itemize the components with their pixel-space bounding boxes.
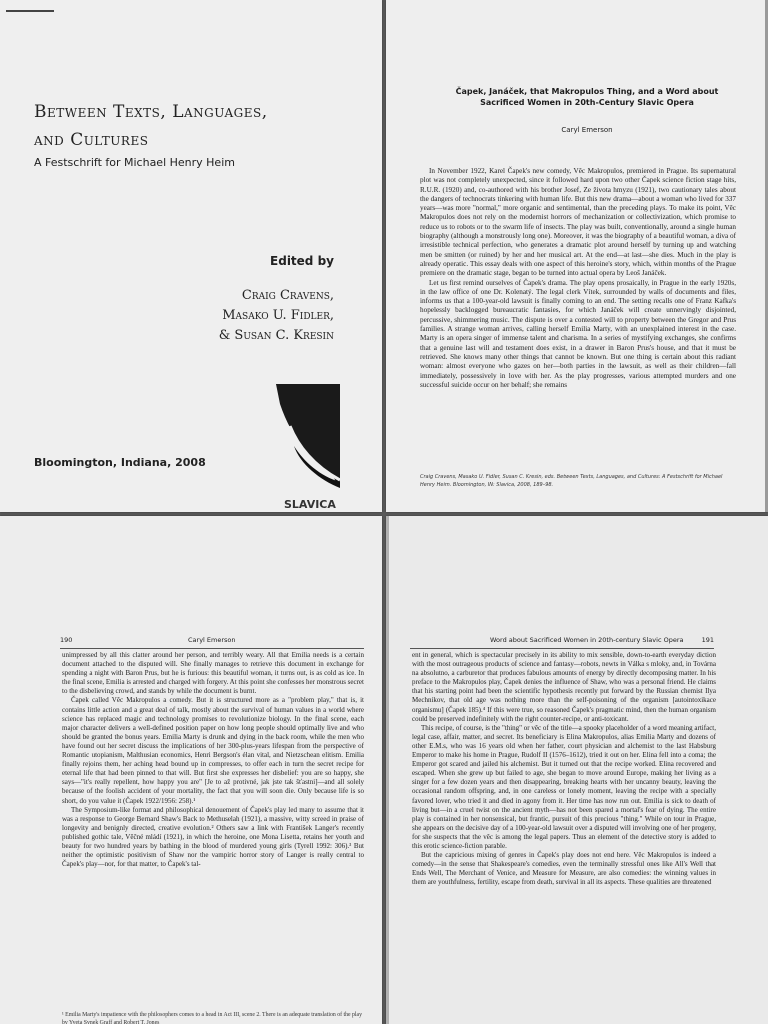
title-page [0,0,382,512]
paragraph: The Symposium-like format and philosophical denouement of Čapek's play led many to assume that it was a response to George Bernard Shaw's Back to Methuselah (1921), a massive, witty screed in praise of longevity and benignly directed, creative evolution.² Others saw a link with František Langer's recently published gothic tale, Věčné mládí (1921), in which the heroine, one Mona Lisetta, retains her youth and beauty for two hundred years by bathing in the blood of murdered young girls (Tyrell 1992: 306).³ But neither the optimistic positivism of Shaw nor the vampiric horror story of Langer is really central to Čapek's play—nor, for that matter, to Čapek's tal- [62,805,364,869]
page-190-body [62,651,364,869]
chapter-title-line2: Sacrificed Women in 20th-Century Slavic Opera [480,98,694,107]
paragraph: This recipe, of course, is the "thing" or věc of the title—a spooky placeholder of a word meaning artifact, legal case, affair, matter, and secret. Its beneficiary is Elina Makropulos, alias Emilia Marty and dozens of other E.M.s, who was 16 years old when her father, court physician and alchemist to the last Habsburg Emperor to make his home in Prague, Rudolf II (1576–1612), tried it out on her. Elina fell into a coma; the Emperor got scared and jailed his alchemist. But it turned out that the recipe worked. Elina recovered and escaped. When she grew up but failed to age, she began to move around Europe, making her living as a singer for a few dozen years and then disappearing, breaking hearts with her uncanny beauty, leaving the occasional random offspring, and, in one careless or lonely moment, leaving the recipe with a specially favored lover, who tried it and died in agony from it. Her time has now run out. Emilia is sick to death of living but—in a cruel twist on the ancient myth—has not been spared a mortal's fear of dying. The entire play is contained in her nonsensical, but frantic, pursuit of this precious "thing." While on tour in Prague, she appears on the decisive day of a 100-year-old lawsuit over a disputed will involving one of her progeny, for she suspects that the věc is among the legal papers. Thus an element of the detective story is added to this erotic science-fiction parable. [412,723,716,850]
editor-name: Craig Cravens, [241,288,334,303]
chapter-author: Caryl Emerson [561,126,613,134]
top-rule [6,10,54,12]
paragraph: In November 1922, Karel Čapek's new comedy, Věc Makropulos, premiered in Prague. Its supernatural plot was not completely unexpected, since it followed hard upon two other Čapek science fiction stage hits, R.U.R. (1920) and, co-authored with his brother Josef, Ze života hmyzu (1921), two cautionary tales about the dangers of technocrats tinkering with human life. But this new drama—about a woman who lived for 337 years—was more "normal," more organic and sentimental, than the preceding plays. To make its point, Věc Makropulos does not rely on the modernist horrors of mechanization or collectivization, which promise to reduce us to robots or to the swarm life of insects. The play was built, conventionally, around a single human biography (although a monstrously long one). Moreover, it was the biography of a beautiful woman, a diva of irresistible technical perfection, who generates a dramatic plot around herself by turning up and watching men be smitten (or ruined) by her and her musical art. At the end—at last—she dies. Much in the play is already operatic. This essay deals with one aspect of this heroine's story, which, within months of the Prague premiere on the dramatic stage, began to be turned into actual opera by Leoš Janáček. [420,167,736,278]
chapter-body [420,167,736,390]
page-number: 191 [701,636,714,644]
running-head [410,636,714,649]
chapter-opener-page [386,0,768,512]
chapter-title [442,86,732,108]
page-191-body [412,651,716,887]
footnote: ¹ Emilia Marty's impatience with the philosophers comes to a head in Act III, scene 2. There is an adequate translation of the play by Yveta Synek Graff and Robert T. Jones [62,1012,362,1024]
publication-place-date: Bloomington, Indiana, 2008 [34,456,206,469]
chapter-title-line1: Čapek, Janáček, that Makropulos Thing, and a Word about [455,87,719,96]
paragraph: Let us first remind ourselves of Čapek's drama. The play opens prosaically, in Prague in the early 1920s, in the law office of one Dr. Kolenatý. The legal clerk Vítek, surrounded by walls of documents and files, informs us that a 100-year-old lawsuit is finally coming to an end. The setting recalls one of Franz Kafka's hopelessly backlogged bureaucratic fantasies, for which Janáček will create unnervingly disjointed, percussive, shimmering music. The dispute is over a contested will to property between the Gregor and Prus families. A strange woman arrives, calling herself Emilia Marty, with an unexplained interest in the case. Marty is an opera singer of immense talent and charisma. In a series of mystifying exchanges, she confirms that a genuine last will and testament does exist, in a drawer in Baron Prus's house, and that it must be retrieved. She knows many other things that cannot be known. But one thing is certain about this radiant woman: almost everyone who gazes on her—both parties in the lawsuit, as well as their children—fall immediately, possessively in love with her. As the play progresses, various attempted murders and one successful suicide occur on her behalf; she remains [420,278,736,389]
editor-name: & Susan C. Kresin [218,328,334,343]
paragraph: But the capricious mixing of genres in Čapek's play does not end here. Věc Makropulos is indeed a comedy—in the sense that Shakespeare's comedies, even the terminally stressful ones like All's Well that Ends Well, The Merchant of Venice, and Measure for Measure, are also comedies: the winning values in them are youthfulness, fertility, escape from death, survival in all its aspects. These qualities are threatened [412,851,716,887]
book-subtitle: A Festschrift for Michael Henry Heim [34,156,235,169]
running-head-title: Word about Sacrificed Women in 20th-century Slavic Opera [490,636,684,644]
paragraph: Čapek called Věc Makropulos a comedy. But it is structured more as a "problem play," that is, it contains little action and a great deal of talk, mostly about the survival of human values in a world where science has replaced magic and technology promises to revolutionize biology. In the final scene, each major character delivers a well-defined position paper on how long people should optimally live and who should be granted the bonus years. Emilia Marty is drunk and dying in the back room, while the men who have found out her secret discuss the implications of her 300-plus-years lifespan from the perspective of Romantic utopianism, Malthusian economics, Henri Bergson's élan vital, and Nietzschean elitism. Emilia finally rejoins them, her aching head bound up in compresses, to offer each in turn the secret recipe for eternal life that had been pinned to that will. But first she expresses her disbelief: you are so happy, she says—"it's really repellent, how happy you are" [Je to až protivné, jak jste tak šťastni]—and all solely because of the foolish accident of your mortality, the fact that you will soon die. Only because life is so short, do you value it (Čapek 1922/1956: 258).¹ [62,696,364,805]
paragraph: ent in general, which is spectacular precisely in its ability to mix sensible, down-to-earth everyday diction with the most outrageous products of science and fantasy—robots, newts in Válka s mloky, and, in Továrna na absolutno, a carburetor that produces fabulous amounts of energy by directly decomposing matter. In his preface to the Makropulos play, Čapek denies the influence of Shaw, who was a personal friend. He claims that his starting point had been the scientific hypothesis recently put forward by the Russian chemist Ilya Mechnikov, that old age was nothing more than the self-poisoning of the organism [autointoxikace organismu] (Čapek 185).⁴ If this were true, so reasoned Čapek's pragmatic mind, then the human organism could be preserved indefinitely with the right counter-recipe, or anti-toxicant. [412,651,716,723]
publisher-name: SLAVICA [284,498,336,511]
page-edge [386,516,389,1024]
running-head-title: Caryl Emerson [188,636,236,644]
running-head [60,636,364,649]
editor-name: Masako U. Fidler, [222,308,334,323]
page-191 [386,516,768,1024]
page-190 [0,516,382,1024]
editors-list [219,286,334,346]
page-number: 190 [60,636,73,644]
book-title [34,98,334,154]
book-title-line2: and Cultures [34,130,149,150]
slavica-logo-icon [276,384,340,512]
paragraph: unimpressed by all this clatter around her person, and terribly weary. All that Emilia needs is a certain document attached to the disputed will. She finally manages to retrieve this document in exchange for spending a night with Baron Prus, but he is furious: this beautiful woman, it turns out, is as cold as ice. In the final scene, Emilia is arrested and charged with forgery. At this point she confesses her monstrous secret to the disbelieving crowd, and stands by while the document is burnt. [62,651,364,696]
book-title-line1: Between Texts, Languages, [34,102,268,122]
chapter-citation: Craig Cravens, Masako U. Fidler, Susan C. Kresin, eds. Between Texts, Languages, and Cultures: A Festschrift for Michael Henry Heim. Bloomington, IN: Slavica, 2008, 189–98. [420,474,723,488]
edited-by-label: Edited by [270,254,334,268]
